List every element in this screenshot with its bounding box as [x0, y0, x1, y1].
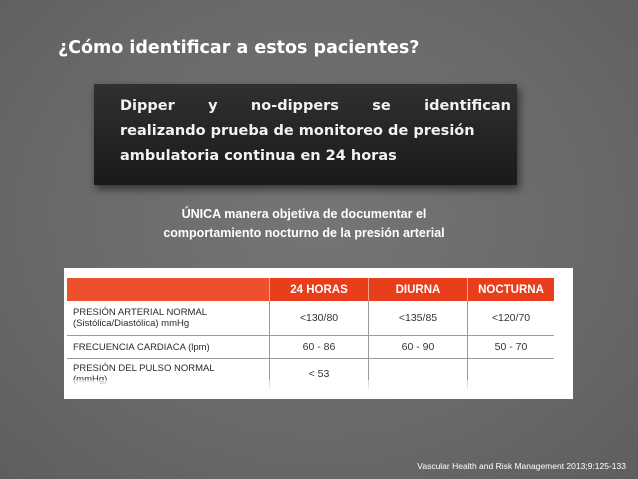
slide-title: ¿Cómo identificar a estos pacientes?	[58, 38, 420, 58]
callout-line-1	[120, 94, 511, 119]
note-text	[100, 205, 508, 243]
table-header-diurna: DIURNA	[369, 278, 468, 301]
table-header-24h: 24 HORAS	[270, 278, 369, 301]
table-cell: <120/70	[468, 301, 555, 336]
row-label	[67, 301, 270, 336]
table-cell: < 53	[270, 359, 369, 390]
row-label-line: FRECUENCIA CARDIACA (lpm)	[73, 341, 210, 353]
callout-box	[94, 84, 517, 185]
row-label-line: (Sistólica/Diastólica) mmHg	[73, 318, 190, 329]
table-header-blank	[67, 278, 270, 301]
row-label-line: PRESIÓN ARTERIAL NORMAL	[73, 307, 208, 318]
callout-word: se	[372, 98, 391, 114]
callout-word: y	[208, 98, 218, 114]
table-row	[67, 301, 554, 336]
row-label	[67, 336, 270, 359]
callout-word: Dipper	[120, 98, 175, 114]
table-panel	[64, 268, 573, 399]
table-cell: <135/85	[369, 301, 468, 336]
row-label-line: PRESIÓN DEL PULSO NORMAL	[73, 363, 215, 374]
callout-line-3: ambulatoria continua en 24 horas	[120, 148, 397, 164]
table-cell: 60 - 86	[270, 336, 369, 359]
table-header-nocturna: NOCTURNA	[468, 278, 555, 301]
callout-word: identifican	[424, 98, 511, 114]
note-line-1: ÚNICA manera objetiva de documentar el	[181, 207, 427, 221]
table-cell: <130/80	[270, 301, 369, 336]
table-cell: 50 - 70	[468, 336, 555, 359]
table-header-row	[67, 278, 554, 301]
callout-word: no-dippers	[250, 98, 339, 114]
table-row	[67, 336, 554, 359]
bp-reference-table	[67, 278, 554, 389]
callout-line-2: realizando prueba de monitoreo de presión	[120, 123, 475, 139]
note-line-2: comportamiento nocturno de la presión arterial	[163, 226, 445, 240]
table-fade	[64, 380, 573, 399]
citation: Vascular Health and Risk Management 2013;9:125-133	[417, 461, 626, 471]
table-cell: 60 - 90	[369, 336, 468, 359]
